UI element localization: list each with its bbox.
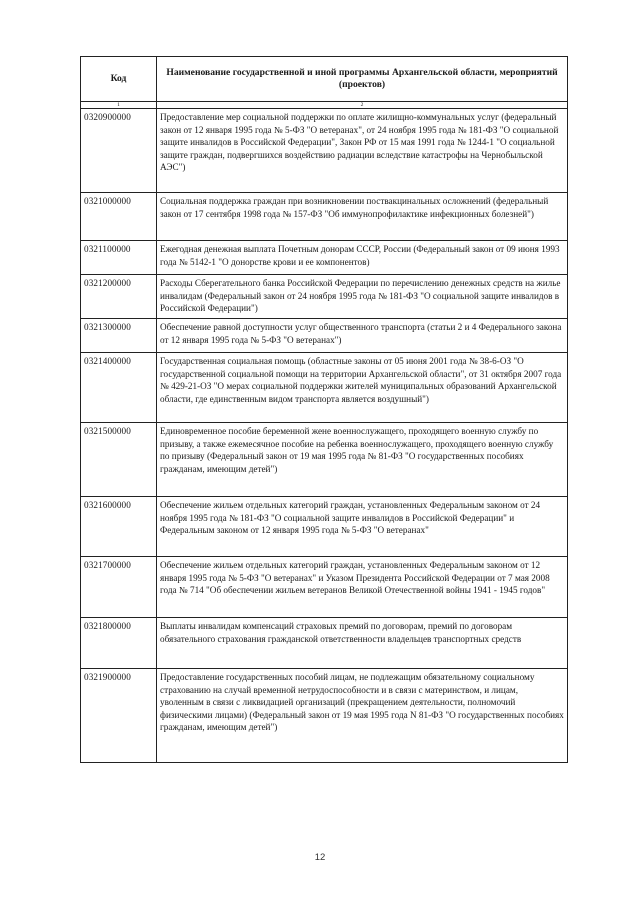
row-code: 0321000000 [81,193,157,241]
table-row [81,193,568,241]
table-row [81,497,568,557]
row-program-name: Предоставление мер социальной поддержки по оплате жилищно-коммунальных услуг (федеральный закон от 12 января 1995 года № 5-ФЗ "О ветеранах", от 24 ноября 1995 года № 181-ФЗ "О социальной защите инвалидов в Российской Федерации", Закон РФ от 15 мая 1991 года № 1244-1 "О социальной защите граждан, подвергшихся воздействию радиации вследствие катастрофы на Чернобыльской АЭС") [157,109,568,193]
table-row [81,109,568,193]
table-row [81,353,568,423]
row-code: 0321400000 [81,353,157,423]
row-program-name: Выплаты инвалидам компенсаций страховых премий по договорам, премий по договорам обязательного страхования гражданской ответственности владельцев транспортных средств [157,618,568,669]
row-program-name: Ежегодная денежная выплата Почетным донорам СССР, России (Федеральный закон от 09 июня 1993 года № 5142-1 "О донорстве крови и ее компонентов) [157,241,568,275]
row-program-name: Государственная социальная помощь (областные законы от 05 июня 2001 года № 38-6-ОЗ "О государственной социальной помощи на территории Архангельской области", от 31 октября 2007 года № 429-21-ОЗ "О мерах социальной поддержки жителей муниципальных образований Архангельской области, где единственным видом транспорта является воздушный") [157,353,568,423]
program-codes-table [80,56,568,763]
table-row [81,618,568,669]
row-code: 0321500000 [81,423,157,497]
table-row [81,319,568,353]
row-code: 0321200000 [81,275,157,319]
table-row [81,557,568,618]
table-row [81,241,568,275]
row-program-name: Обеспечение жильем отдельных категорий граждан, установленных Федеральным законом от 12 января 1995 года № 5-ФЗ "О ветеранах" и Указом Президента Российской Федерации от 7 мая 2008 года № 714 "Об обеспечении жильем ветеранов Великой Отечественной войны 1941 - 1945 годов" [157,557,568,618]
row-code: 0320900000 [81,109,157,193]
row-code: 0321900000 [81,669,157,763]
row-program-name: Обеспечение жильем отдельных категорий граждан, установленных Федеральным законом от 24 ноября 1995 года № 181-ФЗ "О социальной защите инвалидов в Российской Федерации" и Федеральным законом от 12 января 1995 года № 5-ФЗ "О ветеранах" [157,497,568,557]
column-number-row [81,102,568,109]
column-number-1: 1 [81,102,157,109]
row-code: 0321800000 [81,618,157,669]
header-code: Код [81,57,157,102]
row-program-name: Обеспечение равной доступности услуг общественного транспорта (статьи 2 и 4 Федерального закона от 12 января 1995 года № 5-ФЗ "О ветеранах") [157,319,568,353]
row-code: 0321300000 [81,319,157,353]
header-program-name: Наименование государственной и иной программы Архангельской области, мероприятий (проектов) [157,57,568,102]
row-program-name: Предоставление государственных пособий лицам, не подлежащим обязательному социальному страхованию на случай временной нетрудоспособности и в связи с материнством, и лицам, уволенным в связи с ликвидацией организаций (прекращением деятельности, полномочий физическими лицами) (Федеральный закон от 19 мая 1995 года N 81-ФЗ "О государственных пособиях гражданам, имеющим детей") [157,669,568,763]
table-header-row [81,57,568,102]
row-code: 0321600000 [81,497,157,557]
row-code: 0321700000 [81,557,157,618]
row-program-name: Единовременное пособие беременной жене военнослужащего, проходящего военную службу по призыву, а также ежемесячное пособие на ребенка военнослужащего, проходящего военную службу по призыву (Федеральный закон от 19 мая 1995 года № 81-ФЗ "О государственных пособиях гражданам, имеющим детей") [157,423,568,497]
column-number-2: 2 [157,102,568,109]
page-number: 12 [314,852,326,863]
row-program-name: Социальная поддержка граждан при возникновении поствакцинальных осложнений (федеральный закон от 17 сентября 1998 года № 157-ФЗ "Об иммунопрофилактике инфекционных болезней") [157,193,568,241]
table-row [81,669,568,763]
table-row [81,275,568,319]
row-program-name: Расходы Сберегательного банка Российской Федерации по перечислению денежных средств на жилье инвалидам (Федеральный закон от 24 ноября 1995 года № 181-ФЗ "О социальной защите инвалидов в Российской Федерации") [157,275,568,319]
row-code: 0321100000 [81,241,157,275]
table-row [81,423,568,497]
